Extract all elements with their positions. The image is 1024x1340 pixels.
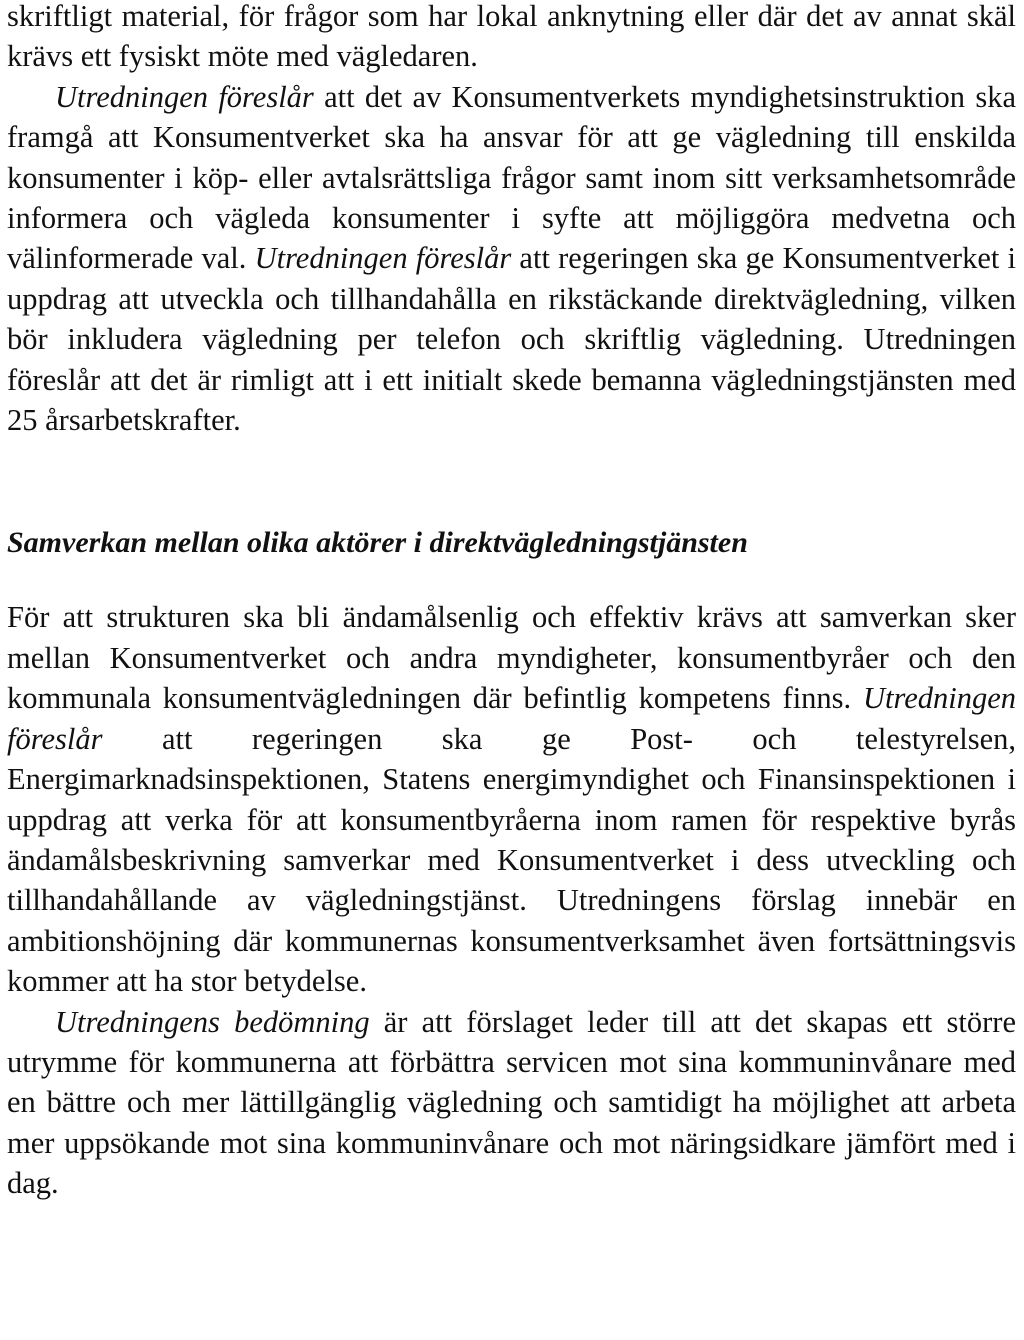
italic-lead: Utredningens bedömning xyxy=(55,1004,370,1039)
italic-lead: Utredningen föreslår xyxy=(55,79,314,114)
paragraph-text: skriftligt material, för frågor som har lokal anknytning eller där det av annat skäl krävs ett fysiskt möte med vägledaren. xyxy=(7,0,1016,74)
italic-inline: Utredningen föreslår xyxy=(254,241,512,276)
paragraph-samverkan xyxy=(7,597,1016,1001)
paragraph-text: är att förslaget leder till att det skapas ett större utrymme för kommunerna att förbättra servicen mot sina kommuninvånare med en bättre och mer lättillgänglig vägledning och samtidigt ha möjlighet att arbeta mer uppsökande mot sina kommuninvånare och mot näringsidkare jämfört med i dag. xyxy=(7,1004,1016,1201)
paragraph-text: att regeringen ska ge Post- och telestyrelsen, Energimarknadsinspektionen, Statens energimyndighet och Finansinspektionen i uppdrag att verka för att konsumentbyråerna inom ramen för respektive byrås ändamålsbeskrivning samverkar med Konsumentverket i dess utveckling och tillhandahållande av vägledningstjänst. Utredningens förslag innebär en ambitionshöjning där kommunernas konsumentverksamhet även fortsättningsvis kommer att ha stor betydelse. xyxy=(7,721,1016,999)
paragraph-proposal-konsumentverket xyxy=(7,77,1016,441)
paragraph-text: att det av Konsumentverkets myndighetsinstruktion ska framgå att Konsumentverket ska ha ansvar för att ge vägledning till enskilda konsumenter i köp- eller avtalsrättsliga frågor samt inom sitt verksamhetsområde informera och vägleda konsumenter i syfte att möjliggöra medvetna och välinformerade val. xyxy=(7,79,1016,276)
section-heading: Samverkan mellan olika aktörer i direktvägledningstjänsten xyxy=(7,526,748,560)
paragraph-continuation xyxy=(7,0,1016,77)
paragraph-text: att regeringen ska ge Konsumentverket i uppdrag att utveckla och tillhandahålla en rikstäckande direktvägledning, vilken bör inkludera vägledning per telefon och skriftlig vägledning. Utredningen föreslår att det är rimligt att i ett initialt skede bemanna vägledningstjänsten med 25 årsarbetskrafter. xyxy=(7,241,1017,438)
paragraph-text: För att strukturen ska bli ändamålsenlig och effektiv krävs att samverkan sker mellan Konsumentverket och andra myndigheter, konsumentbyråer och den kommunala konsumentvägledningen där befintlig kompetens finns. xyxy=(7,600,1016,716)
italic-inline: Utredningen föreslår xyxy=(7,681,1016,756)
paragraph-bedomning xyxy=(7,1002,1016,1204)
